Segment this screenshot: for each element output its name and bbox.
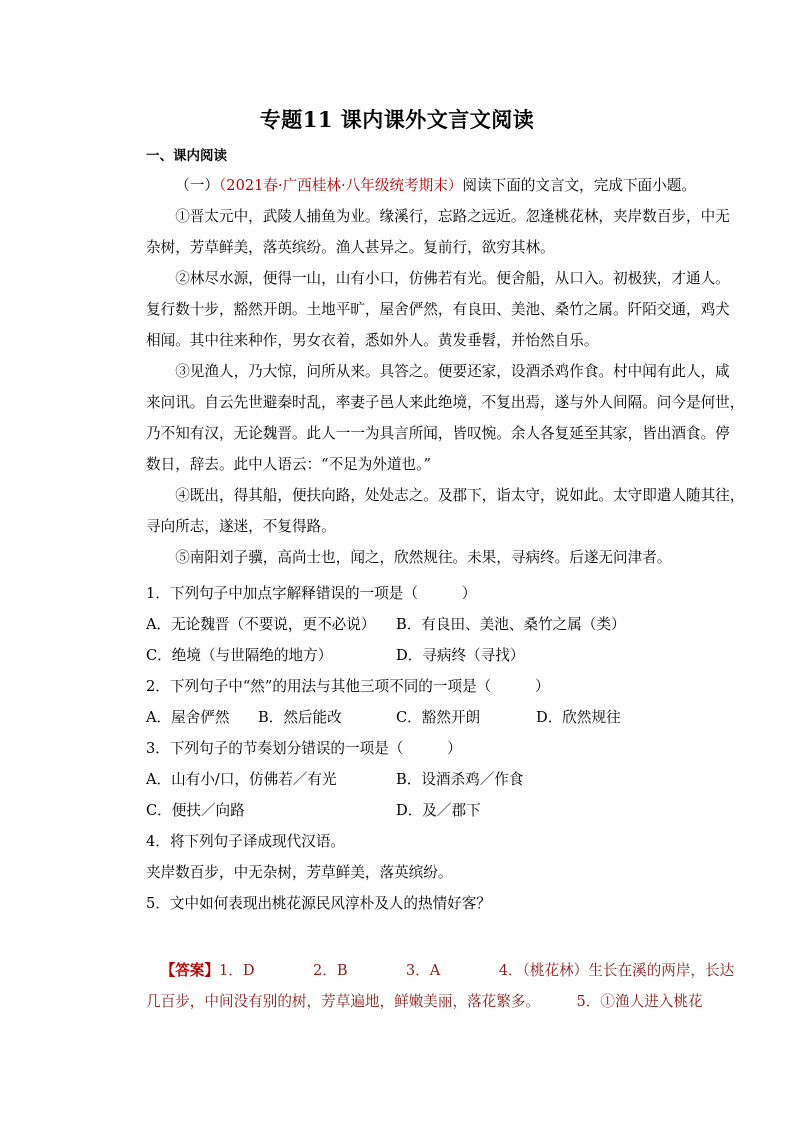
- intro-prefix: （一）: [175, 177, 219, 194]
- intro-line: [146, 170, 696, 201]
- paragraph-line: ④既出，得其船，便扶向路，处处志之。及郡下，诣太守，说如此。太守即遣人随其往，: [175, 487, 745, 504]
- question-1-stem: 1．下列句子中加点字解释错误的一项是（ ）: [146, 585, 477, 602]
- question-2-stem: 2．下列句子中“然”的用法与其他三项不同的一项是（ ）: [146, 678, 550, 695]
- question-4-stem: 4．将下列句子译成现代汉语。: [146, 833, 346, 850]
- paragraph-line: ②林尽水源，便得一山，山有小口，仿佛若有光。便舍船，从口入。初极狭，才通人。: [175, 270, 730, 287]
- question-3-option-d: D．及／郡下: [396, 802, 481, 819]
- question-1-option-c: C．绝境（与世隔绝的地方）: [146, 647, 333, 664]
- section-heading: 一、课内阅读: [146, 148, 227, 164]
- paragraph-3: [146, 356, 745, 480]
- page-title: 专题11 课内课外文言文阅读: [259, 107, 535, 132]
- question-2-option-c: C．豁然开朗: [396, 709, 481, 726]
- question-5-stem: 5．文中如何表现出桃花源民风淳朴及人的热情好客？: [146, 895, 491, 912]
- question-1-option-a: A．无论魏晋（不要说，更不必说）: [146, 616, 376, 633]
- paragraph-line: ①晋太元中，武陵人捕鱼为业。缘溪行，忘路之远近。忽逢桃花林，夹岸数百步，中无: [175, 208, 730, 225]
- question-3-option-a: A．山有小/口，仿佛若／有光: [146, 771, 337, 788]
- paragraph-line: 数日，辞去。此中人语云：“不足为外道也。”: [146, 456, 431, 473]
- question-2-option-a: A．屋舍俨然: [146, 709, 230, 726]
- paragraph-4: [146, 480, 745, 542]
- question-1-option-d: D．寻病终（寻找）: [396, 647, 525, 664]
- question-3-stem: 3．下列句子的节奏划分错误的一项是（ ）: [146, 740, 462, 757]
- answer-line-1: 1．D 2．B 3．A 4．（桃花林）生长在溪的两岸，长达: [218, 962, 735, 979]
- question-3-option-c: C．便扶／向路: [146, 802, 245, 819]
- question-1-option-b: B．有良田、美池、桑竹之属（类）: [396, 616, 626, 633]
- paragraph-1: [146, 201, 730, 263]
- paragraph-line: 杂树，芳草鲜美，落英缤纷。渔人甚异之。复前行，欲穷其林。: [146, 239, 555, 256]
- question-3-option-b: B．设酒杀鸡／作食: [396, 771, 524, 788]
- paragraph-5: [146, 542, 674, 573]
- answer-label: 【答案】: [160, 962, 219, 979]
- question-2-option-d: D．欣然规往: [536, 709, 621, 726]
- paragraph-line: ③见渔人，乃大惊，问所从来。具答之。便要还家，设酒杀鸡作食。村中闻有此人，咸: [175, 363, 730, 380]
- answer-line-2: 几百步，中间没有别的树，芳草遍地，鲜嫩美丽，落花繁多。 5．①渔人进入桃花: [146, 993, 703, 1010]
- answer-block: [146, 955, 735, 1017]
- paragraph-line: 寻向所志，遂迷，不复得路。: [146, 518, 336, 535]
- paragraph-2: [146, 263, 730, 356]
- intro-text: 阅读下面的文言文，完成下面小题。: [462, 177, 696, 194]
- paragraph-line: ⑤南阳刘子骥，高尚士也，闻之，欣然规往。未果，寻病终。后遂无问津者。: [175, 549, 672, 566]
- question-2-option-b: B．然后能改: [258, 709, 342, 726]
- intro-source: （2021春·广西桂林·八年级统考期末）: [218, 177, 463, 194]
- paragraph-line: 乃不知有汉，无论魏晋。此人一一为具言所闻，皆叹惋。余人各复延至其家，皆出酒食。停: [146, 425, 730, 442]
- paragraph-line: 相闻。其中往来种作，男女衣着，悉如外人。黄发垂髫，并怡然自乐。: [146, 332, 599, 349]
- paragraph-line: 来问讯。自云先世避秦时乱，率妻子邑人来此绝境，不复出焉，遂与外人间隔。问今是何世，: [146, 394, 745, 411]
- question-4-sentence: 夹岸数百步，中无杂树，芳草鲜美，落英缤纷。: [146, 864, 453, 881]
- paragraph-line: 复行数十步，豁然开朗。土地平旷，屋舍俨然，有良田、美池、桑竹之属。阡陌交通，鸡犬: [146, 301, 730, 318]
